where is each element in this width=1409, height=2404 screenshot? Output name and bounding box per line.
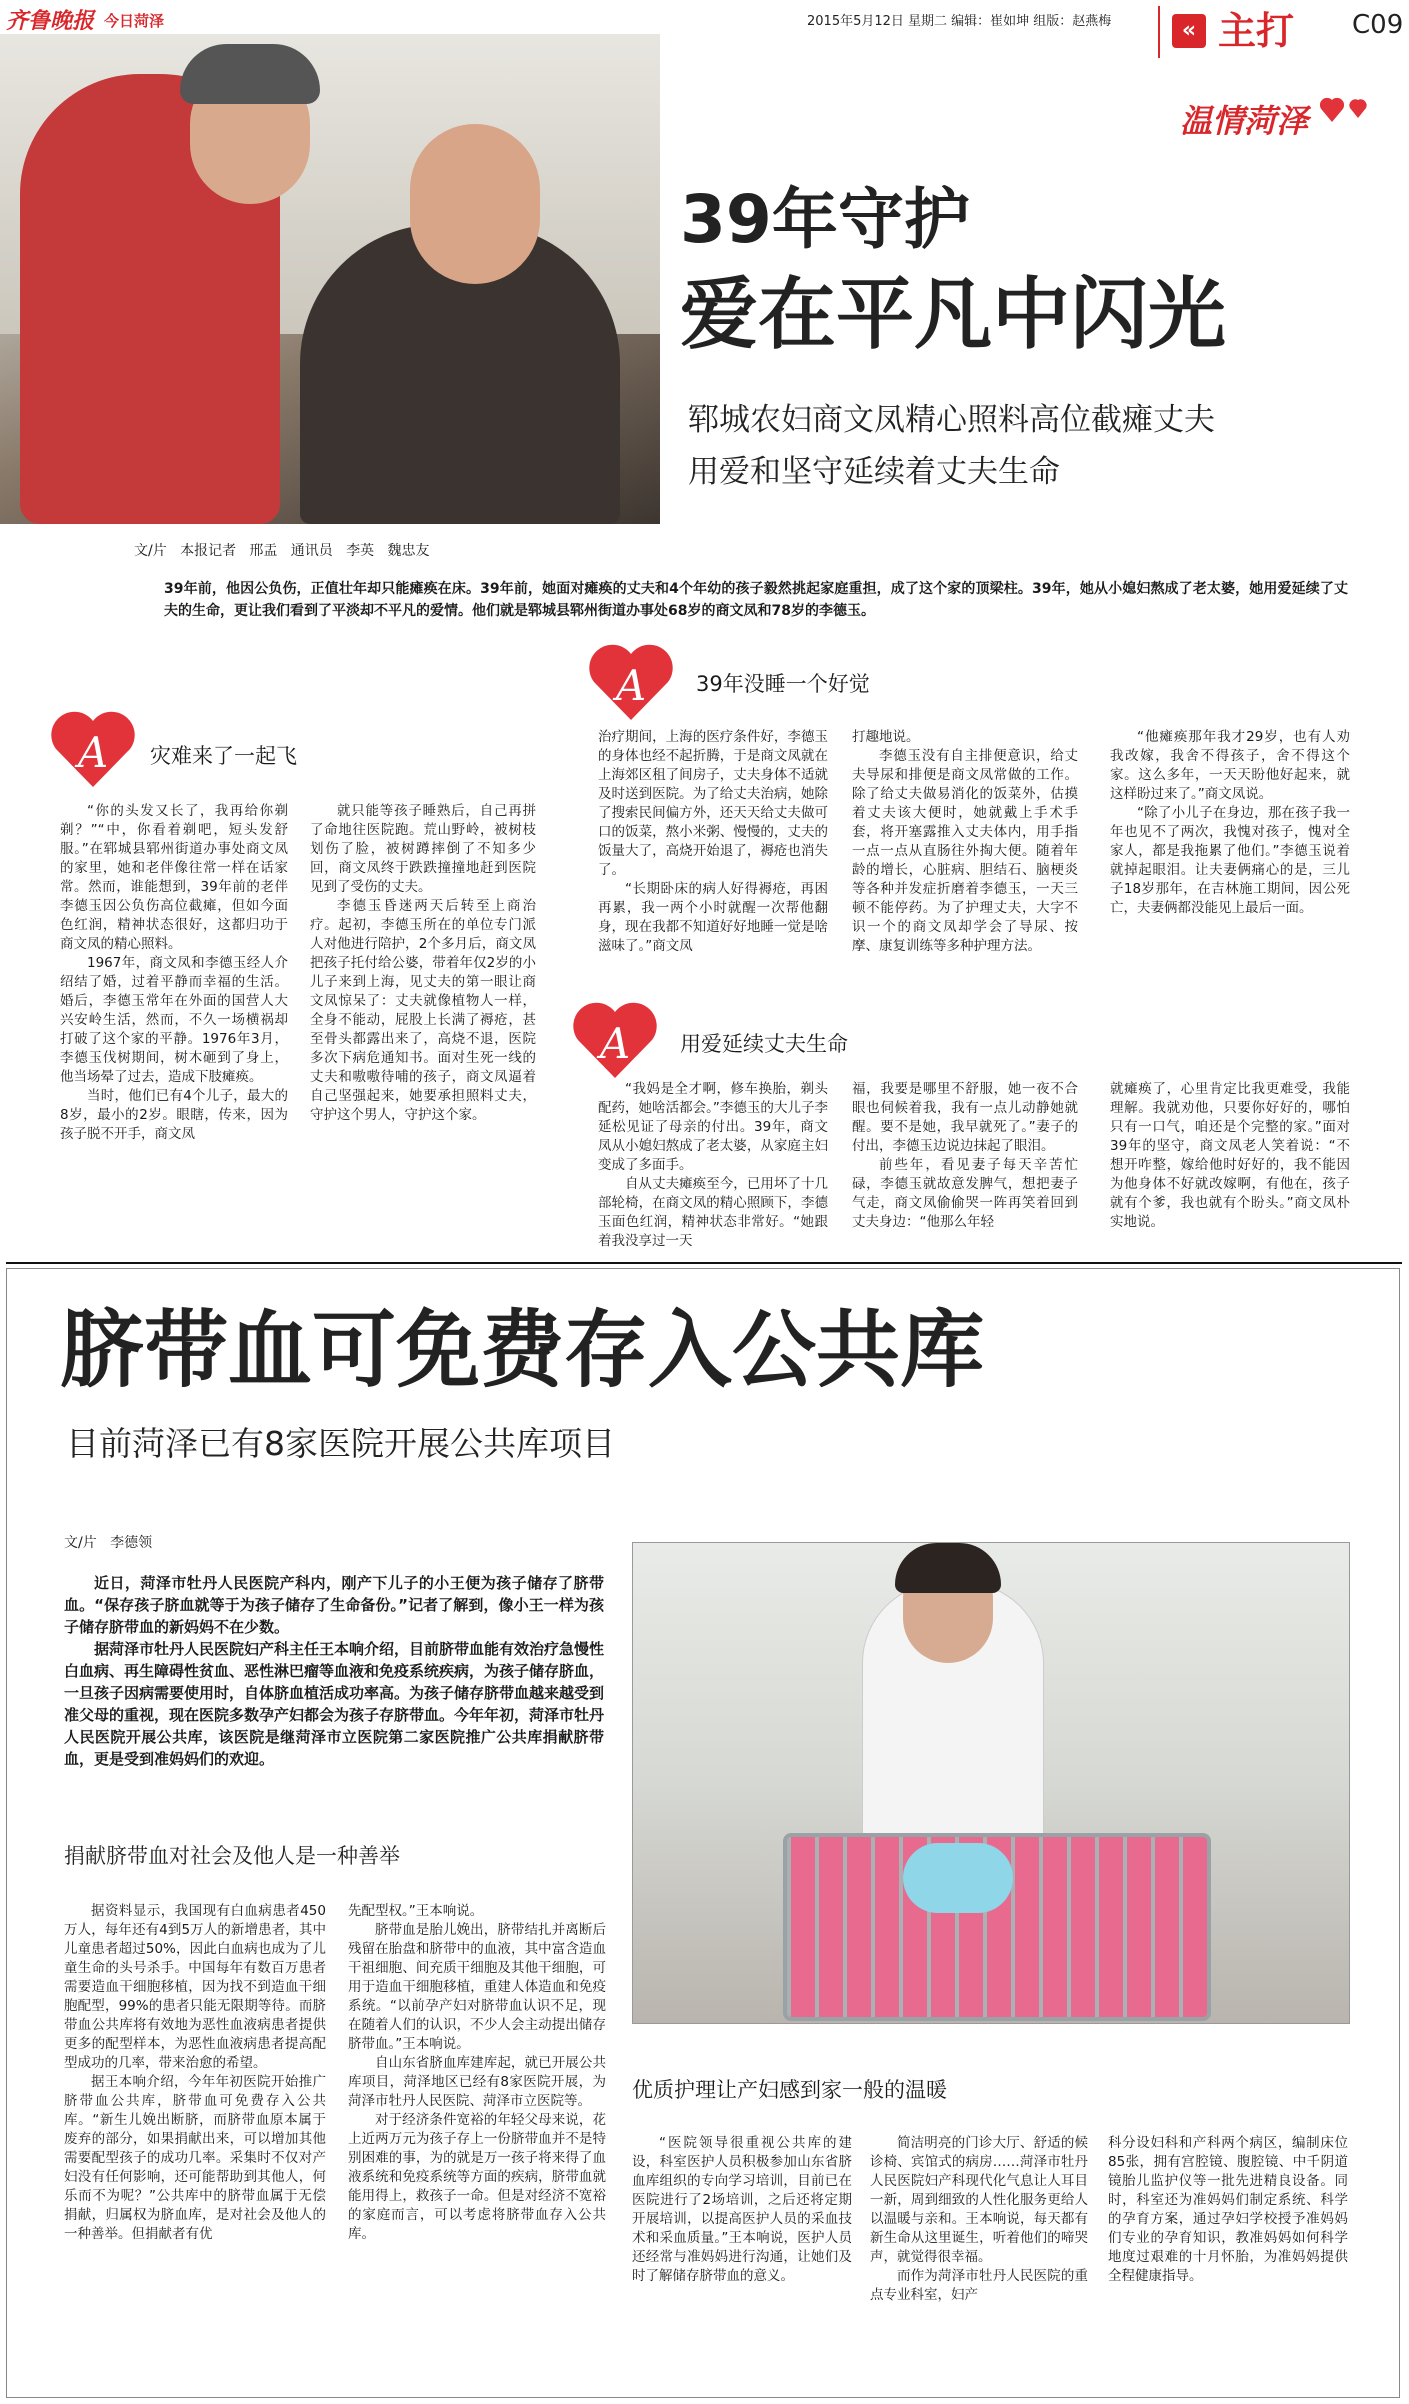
paragraph: 而作为菏泽市牡丹人民医院的重点专业科室，妇产	[870, 2268, 1088, 2303]
story1-subhead-1: 郓城农妇商文凤精心照料高位截瘫丈夫	[688, 402, 1215, 438]
svg-text:A: A	[599, 1019, 631, 1068]
story1-byline: 文/片 本报记者 邢盂 通讯员 李英 魏忠友	[134, 543, 430, 559]
paragraph: “他瘫痪那年我才29岁，也有人劝我改嫁，我舍不得孩子，舍不得这个家。这么多年，一天天盼他好起来，就这样盼过来了。”商文凤说。	[1110, 729, 1350, 802]
story1-col1	[60, 802, 288, 1144]
paragraph: 打趣地说。	[852, 729, 920, 745]
page-number: C09	[1352, 10, 1404, 40]
paragraph: 先配型权。”王本响说。	[348, 1903, 484, 1919]
section-name: 主打	[1218, 9, 1295, 53]
paragraph: “医院领导很重视公共库的建设，科室医护人员积极参加山东省脐血库组织的专向学习培训，目前已在医院进行了2场培训，之后还将定期开展培训，以提高医护人员的采血技术和采血质量。”王本响说，医护人员还经常与准妈妈进行沟通，让她们及时了解储存脐带血的意义。	[632, 2135, 852, 2284]
man-head	[410, 124, 540, 284]
story1-col2	[310, 802, 536, 1125]
story2-col-b	[348, 1902, 606, 2244]
column-hearts-icon	[1318, 88, 1378, 128]
paragraph: 脐带血是胎儿娩出，脐带结扎并离断后残留在胎盘和脐带中的血液，其中富含造血干祖细胞、间充质干细胞及其他干细胞，可用于造血干细胞移植，重建人体造血和免疫系统。“以前孕产妇对脐带血认识不足，现在随着人们的认识，不少人会主动提出储存脐带血。”王本响说。	[348, 1922, 606, 2052]
story2-section-title: 捐献脐带血对社会及他人是一种善举	[64, 1844, 400, 1868]
paragraph: 简洁明亮的门诊大厅、舒适的候诊椅、宾馆式的病房……菏泽市牡丹人民医院妇产科现代化气息让人耳目一新，周到细致的人性化服务更给人以温暖与亲和。王本响说，每天都有新生命从这里诞生，听着他们的啼哭声，就觉得很幸福。	[870, 2135, 1088, 2265]
story2-col-e	[1108, 2134, 1348, 2286]
paragraph: 据菏泽市牡丹人民医院妇产科主任王本响介绍，目前脐带血能有效治疗急慢性白血病、再生障碍性贫血、恶性淋巴瘤等血液和免疫系统疾病，为孩子储存脐血，一旦孩子因病需要使用时，自体脐血植活成功率高。为孩子储存脐带血越来越受到准父母的重视，现在医院多数孕产妇都会为孩子存脐带血。今年年初，菏泽市牡丹人民医院开展公共库，该医院是继菏泽市立医院第二家医院推广公共库捐献脐带血，更是受到准妈妈们的欢迎。	[64, 1640, 605, 1768]
story1-col3	[598, 728, 828, 956]
paragraph: 福，我要是哪里不舒服，她一夜不合眼也伺候着我，我有一点儿动静她就醒。要不是她，我早就死了。”妻子的付出，李德玉边说边抹起了眼泪。	[852, 1081, 1078, 1154]
masthead-edition: 今日菏泽	[104, 12, 165, 30]
story1-headline-1: 39年守护	[680, 181, 970, 258]
paragraph: 据王本响介绍，今年年初医院开始推广脐带血公共库，脐带血可免费存入公共库。“新生儿娩出断脐，而脐带血原本属于废弃的部分，如果捐献出来，可以增加其他需要配型孩子的成功几率。采集时不仅对产妇没有任何影响，还可能帮助到其他人，何乐而不为呢？”公共库中的脐带血属于无偿捐献，归属权为脐血库，是对社会及他人的一种善举。但捐献者有优	[64, 2074, 326, 2242]
story2-subhead: 目前菏泽已有8家医院开展公共库项目	[66, 1424, 615, 1463]
paragraph: 科分设妇科和产科两个病区，编制床位85张，拥有宫腔镜、腹腔镜、中千阴道镜胎儿监护仪等一批先进精良设备。同时，科室还为准妈妈们制定系统、科学的孕育方案，通过孕妇学校授予准妈妈们专业的孕育知识，教准妈妈如何科学地度过艰难的十月怀胎，为准妈妈提供全程健康指导。	[1108, 2135, 1348, 2284]
paragraph: 自从丈夫瘫痪至今，已用坏了十几部轮椅，在商文凤的精心照顾下，李德玉面色红润，精神状态非常好。“她跟着我没享过一天	[598, 1176, 828, 1249]
masthead-date-line: 2015年5月12日 星期二 编辑：崔如坤 组版：赵燕梅	[807, 14, 1112, 29]
paragraph: 前些年，看见妻子每天辛苦忙碌，李德玉就故意发脾气，想把妻子气走，商文凤偷偷哭一阵再笑着回到丈夫身边：“他那么年轻	[852, 1157, 1078, 1230]
svg-text:A: A	[615, 661, 647, 710]
baby-bundle	[903, 1843, 1013, 1913]
paragraph: 当时，他们已有4个儿子，最大的8岁，最小的2岁。眼瞎，传来，因为孩子脱不开手，商文凤	[60, 1088, 288, 1142]
paragraph: 就只能等孩子睡熟后，自己再拼了命地往医院跑。荒山野岭，被树枝划伤了脸，被树蹲摔倒了不知多少回，商文凤终于跌跌撞撞地赶到医院见到了受伤的丈夫。	[310, 803, 536, 895]
heart-a-icon-2	[586, 638, 676, 728]
heart-a-icon-1	[48, 705, 138, 795]
paragraph: “你的头发又长了，我再给你剃剃？”“中，你看着剃吧，短头发舒服。”在郓城县郓州街道办事处商文凤的家里，她和老伴像往常一样在话家常。然而，谁能想到，39年前的老伴李德玉因公负伤高位截瘫，但如今面色红润，精神状态很好，这都归功于商文凤的精心照料。	[60, 803, 288, 952]
story2-col-a	[64, 1902, 326, 2244]
story1-col4	[852, 728, 1078, 956]
story1-col8	[1110, 1080, 1350, 1232]
section-title-1: 灾难来了一起飞	[150, 744, 297, 768]
section-divider	[6, 1262, 1402, 1264]
section-title-3: 用爱延续丈夫生命	[680, 1032, 848, 1056]
story2-headline: 脐带血可免费存入公共库	[60, 1301, 985, 1399]
story2-col-c	[632, 2134, 852, 2286]
story2-col-d	[870, 2134, 1088, 2305]
masthead-paper: 齐鲁晚报	[6, 8, 95, 34]
story1-lead: 39年前，他因公负伤，正值壮年却只能瘫痪在床。39年前，她面对瘫痪的丈夫和4个年幼的孩子毅然挑起家庭重担，成了这个家的顶梁柱。39年，她从小媳妇熬成了老太婆，她用爱延续了丈夫的生命，更让我们看到了平淡却不平凡的爱情。他们就是郓城县郓州街道办事处68岁的商文凤和78岁的李德玉。	[164, 581, 1348, 619]
paragraph: 据资料显示，我国现有白血病患者450万人，每年还有4到5万人的新增患者，其中儿童患者超过50%，因此白血病也成为了儿童生命的头号杀手。中国每年有数百万患者需要造血干细胞移植，因为找不到造血干细胞配型，99%的患者只能无限期等待。而脐带血公共库将有效地为恶性血液病患者提供更多的配型样本，为恶性血液病患者提高配型成功的几率，带来治愈的希望。	[64, 1903, 326, 2071]
paragraph: “长期卧床的病人好得褥疮，再困再累，我一两个小时就醒一次帮他翻身，现在我都不知道好好地睡一觉是啥滋味了。”商文凤	[598, 881, 828, 954]
paragraph: 李德玉昏迷两天后转至上商治疗。起初，李德玉所在的单位专门派人对他进行陪护，2个多月后，商文凤把孩子托付给公婆，带着年仅2岁的小儿子来到上海，见丈夫的第一眼让商文凤惊呆了：丈夫就像植物人一样，全身不能动，屁股上长满了褥疮，甚至骨头都露出来了，高烧不退，医院多次下病危通知书。面对生死一线的丈夫和嗷嗷待哺的孩子，商文凤逼着自己坚强起来，她要承担照料丈夫，守护这个男人，守护这个家。	[310, 898, 536, 1123]
paragraph: 1967年，商文凤和李德玉经人介绍结了婚，过着平静而幸福的生活。婚后，李德玉常年在外面的国营人大兴安岭生活，然而，不久一场横祸却打破了这个家的平静。1976年3月，李德玉伐树期间，树木砸到了身上，他当场晕了过去，造成下肢瘫痪。	[60, 955, 288, 1085]
woman-hair	[180, 44, 320, 104]
paragraph: 对于经济条件宽裕的年轻父母来说，花上近两万元为孩子存上一份脐带血并不是特别困难的事，为的就是万一孩子将来得了血液系统和免疫系统等方面的疾病，脐带血就能用得上，救孩子一命。但是对经济不宽裕的家庭而言，可以考虑将脐带血存入公共库。	[348, 2112, 606, 2242]
story1-col7	[852, 1080, 1078, 1232]
story2-intro	[64, 1572, 604, 1770]
story1-col5	[1110, 728, 1350, 918]
column-name: 温情菏泽	[1180, 102, 1309, 140]
paragraph: 李德玉没有自主排便意识，给丈夫导尿和排便是商文凤常做的工作。除了给丈夫做易消化的饭菜外，估摸着丈夫该大便时，她就戴上手术手套，将开塞露推入丈夫体内，用手指一点一点从直肠往外掏大便。随着年龄的增长，心脏病、胆结石、脑梗炎等各种并发症折磨着李德玉，一天三顿不能停药。为了护理丈夫，大字不识一个的商文凤却学会了导尿、按摩、康复训练等多种护理方法。	[852, 748, 1078, 954]
nurse-with-newborn-photo	[632, 1542, 1350, 2024]
story1-subhead-2: 用爱和坚守延续着丈夫生命	[688, 454, 1060, 490]
elderly-couple-photo	[0, 34, 660, 524]
story1-col6	[598, 1080, 828, 1251]
heart-a-icon-3	[570, 996, 660, 1086]
paragraph: “我妈是全才啊，修车换胎，剃头配药，她啥活都会。”李德玉的大儿子李延松见证了母亲的付出。39年，商文凤从小媳妇熬成了老太婆，从家庭主妇变成了多面手。	[598, 1081, 828, 1173]
photo-caption: 优质护理让产妇感到家一般的温暖	[632, 2078, 947, 2102]
paragraph: 就瘫痪了，心里肯定比我更难受，我能理解。我就劝他，只要你好好的，哪怕只有一口气，咱还是个完整的家。”面对39年的坚守，商文凤老人笑着说：“不想开咋整，嫁给他时好好的，我不能因为他身体不好就改嫁啊，有他在，孩子就有个爹，我也就有个盼头。”商文凤朴实地说。	[1110, 1081, 1350, 1230]
section-tab	[1158, 6, 1348, 58]
svg-text:A: A	[77, 728, 109, 777]
paragraph: 治疗期间，上海的医疗条件好，李德玉的身体也经不起折腾，于是商文凤就在上海郊区租了间房子，丈夫身体不适就及时送到医院。为了给丈夫治病，她除了搜索民间偏方外，还天天给丈夫做可口的饭菜，熬小米粥、慢慢的，丈夫的饭量大了，高烧开始退了，褥疮也消失了。	[598, 729, 828, 878]
story1-headline-2: 爱在平凡中闪光	[680, 270, 1227, 360]
story2-byline: 文/片 李德领	[64, 1535, 153, 1551]
nurse-hair	[895, 1543, 1001, 1593]
section-arrow-icon: «	[1172, 14, 1206, 48]
paragraph: 近日，菏泽市牡丹人民医院产科内，刚产下儿子的小王便为孩子储存了脐带血。“保存孩子脐血就等于为孩子储存了生命备份。”记者了解到，像小王一样为孩子储存脐带血的新妈妈不在少数。	[64, 1574, 604, 1636]
paragraph: “除了小儿子在身边，那在孩子我一年也见不了两次，我愧对孩子，愧对全家人，都是我拖累了他们。”李德玉说着就掉起眼泪。让夫妻俩痛心的是，三儿子18岁那年，在吉林施工期间，因公死亡，夫妻俩都没能见上最后一面。	[1110, 805, 1350, 916]
paragraph: 自山东省脐血库建库起，就已开展公共库项目，菏泽地区已经有8家医院开展，为菏泽市牡丹人民医院、菏泽市立医院等。	[348, 2055, 606, 2109]
section-title-2: 39年没睡一个好觉	[696, 672, 870, 696]
